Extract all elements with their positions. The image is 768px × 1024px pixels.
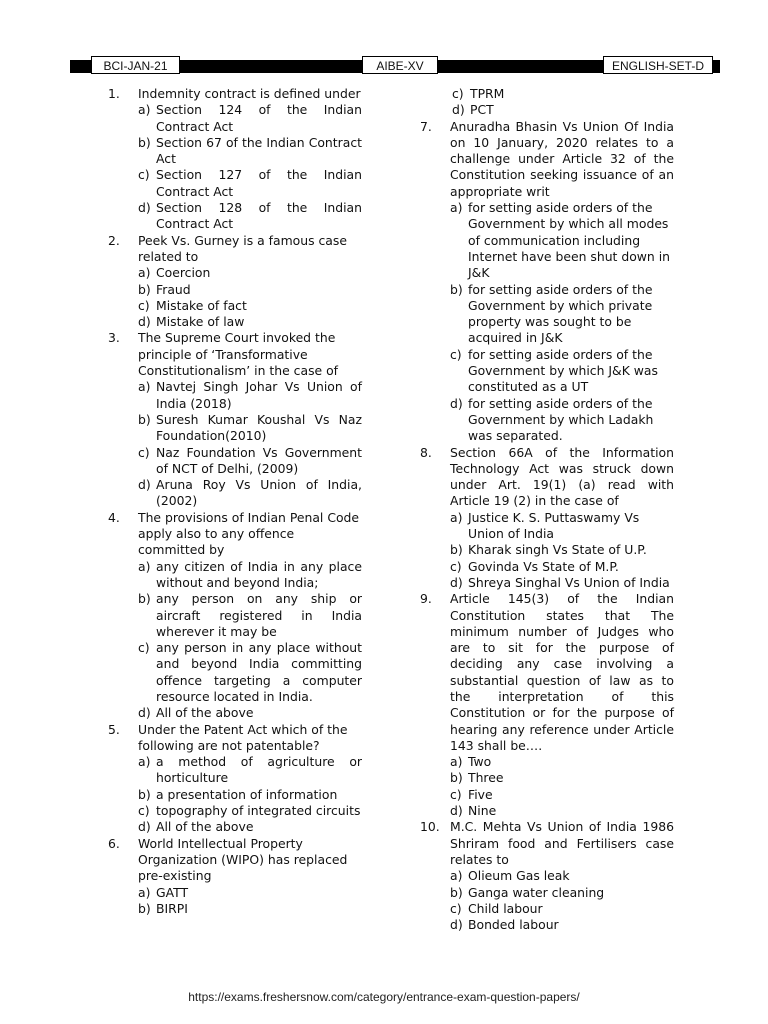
option-item xyxy=(108,379,362,412)
option-text: any person in any place without and beyond India committing offence targeting a computer resource located in India. xyxy=(156,640,362,704)
option-text: Mistake of law xyxy=(156,314,245,330)
option-label: c) xyxy=(138,640,150,656)
option-label: c) xyxy=(450,786,462,802)
question-item xyxy=(108,722,362,836)
option-text: BIRPI xyxy=(156,900,188,916)
question-row xyxy=(420,445,674,510)
question-row xyxy=(108,233,362,266)
option-item xyxy=(108,135,362,168)
option-item xyxy=(420,868,674,884)
option-label: b) xyxy=(138,591,151,607)
option-item xyxy=(420,575,674,591)
option-item xyxy=(420,347,674,396)
option-label: a) xyxy=(450,509,463,525)
footer-url[interactable]: https://exams.freshersnow.com/category/entrance-exam-question-papers/ xyxy=(188,990,580,1004)
question-text: Section 66A of the Information Technology Act was struck down under Art. 19(1) (a) read with Article 19 (2) in the case of xyxy=(450,444,674,509)
question-number: 4. xyxy=(108,509,120,525)
question-number: 9. xyxy=(420,591,432,607)
option-label: b) xyxy=(138,786,151,802)
option-text: Naz Foundation Vs Government of NCT of Delhi, (2009) xyxy=(156,444,362,476)
question-item xyxy=(108,836,362,917)
option-item xyxy=(108,754,362,787)
option-label: a) xyxy=(450,200,463,216)
question-text: Indemnity contract is defined under xyxy=(138,86,361,101)
option-item xyxy=(108,167,362,200)
question-number: 3. xyxy=(108,330,120,346)
option-item xyxy=(108,412,362,445)
option-item xyxy=(108,803,362,819)
option-item xyxy=(420,102,674,118)
option-text: Section 67 of the Indian Contract Act xyxy=(156,134,362,167)
option-item xyxy=(108,591,362,640)
option-label: b) xyxy=(138,411,151,427)
question-number: 5. xyxy=(108,721,120,737)
option-label: d) xyxy=(450,395,463,411)
option-label: d) xyxy=(450,574,463,590)
question-row xyxy=(420,591,674,754)
question-text: Under the Patent Act which of the following are not patentable? xyxy=(138,721,348,753)
option-item xyxy=(420,901,674,917)
option-text: for setting aside orders of the Government by which J&K was constituted as a UT xyxy=(468,346,658,395)
option-item xyxy=(420,803,674,819)
option-label: b) xyxy=(450,542,463,558)
option-item xyxy=(420,559,674,575)
option-label: d) xyxy=(138,200,151,216)
question-item xyxy=(420,591,674,819)
option-text: Govinda Vs State of M.P. xyxy=(468,558,619,574)
option-label: d) xyxy=(138,477,151,493)
question-item xyxy=(420,819,674,933)
question-number: 2. xyxy=(108,232,120,248)
question-item xyxy=(420,119,674,445)
option-label: a) xyxy=(138,265,151,281)
option-item xyxy=(420,86,674,102)
option-item xyxy=(108,314,362,330)
option-item xyxy=(108,200,362,233)
option-label: a) xyxy=(138,884,151,900)
option-item xyxy=(108,559,362,592)
question-number: 1. xyxy=(108,86,120,101)
option-text: for setting aside orders of the Government by which private property was sought to be acquired in J&K xyxy=(468,281,653,346)
option-label: c) xyxy=(452,86,464,101)
option-text: Child labour xyxy=(468,900,543,916)
option-label: b) xyxy=(138,900,151,916)
option-item xyxy=(420,754,674,770)
question-item xyxy=(108,510,362,722)
question-number: 6. xyxy=(108,835,120,851)
option-label: d) xyxy=(450,803,463,819)
option-text: TPRM xyxy=(470,86,505,101)
option-item xyxy=(108,265,362,281)
question-row xyxy=(108,722,362,755)
question-number: 10. xyxy=(420,819,440,835)
option-label: d) xyxy=(138,819,151,835)
option-label: c) xyxy=(138,444,150,460)
question-number: 7. xyxy=(420,118,432,134)
option-text: All of the above xyxy=(156,705,254,721)
option-item xyxy=(108,298,362,314)
right-column xyxy=(420,86,674,933)
option-label: d) xyxy=(138,705,151,721)
option-item xyxy=(108,477,362,510)
option-label: a) xyxy=(138,379,151,395)
option-label: b) xyxy=(138,134,151,150)
question-text: Anuradha Bhasin Vs Union Of India on 10 January, 2020 relates to a challenge under Article 32 of the Constitution seeking issuance of an appropriate writ xyxy=(450,118,674,199)
question-item xyxy=(108,86,362,233)
option-text: PCT xyxy=(470,102,494,118)
header-exam-code: BCI-JAN-21 xyxy=(91,56,180,74)
option-text: Justice K. S. Puttaswamy Vs Union of India xyxy=(468,509,640,542)
option-text: Section 127 of the Indian Contract Act xyxy=(156,167,362,199)
option-text: Five xyxy=(468,786,493,802)
option-label: c) xyxy=(450,558,462,574)
question-text: The Supreme Court invoked the principle of ‘Transformative Constitutionalism’ in the case of xyxy=(138,330,339,379)
question-row xyxy=(420,119,674,200)
option-item xyxy=(108,282,362,298)
option-text: Three xyxy=(468,770,504,786)
option-item xyxy=(420,787,674,803)
option-label: a) xyxy=(138,558,151,574)
option-text: Mistake of fact xyxy=(156,297,247,313)
option-item xyxy=(108,640,362,705)
question-row xyxy=(108,86,362,102)
option-item xyxy=(420,200,674,281)
option-item xyxy=(108,819,362,835)
question-text: M.C. Mehta Vs Union of India 1986 Shriram food and Fertilisers case relates to xyxy=(450,819,674,867)
question-item xyxy=(420,445,674,592)
option-text: Bonded labour xyxy=(468,917,559,933)
option-label: a) xyxy=(450,754,463,770)
option-text: Suresh Kumar Koushal Vs Naz Foundation(2010) xyxy=(156,411,362,444)
option-text: Olieum Gas leak xyxy=(468,868,570,884)
option-item xyxy=(420,770,674,786)
question-row xyxy=(420,819,674,868)
question-text: Peek Vs. Gurney is a famous case related to xyxy=(138,232,347,264)
option-item xyxy=(108,102,362,135)
option-label: b) xyxy=(138,281,151,297)
option-text: any citizen of India in any place without and beyond India; xyxy=(156,558,362,590)
question-text: Article 145(3) of the Indian Constitution states that The minimum number of Judges who are to sit for the purpose of deciding any case involving a substantial question of law as to the interpretation of this Constitution or for the purpose of hearing any reference under Article 143 shall be…. xyxy=(450,591,674,753)
option-label: c) xyxy=(450,900,462,916)
option-label: a) xyxy=(138,754,151,770)
option-label: c) xyxy=(138,297,150,313)
option-item xyxy=(420,542,674,558)
option-item xyxy=(108,705,362,721)
option-text: topography of integrated circuits xyxy=(156,803,361,819)
option-text: Two xyxy=(468,754,492,770)
carried-options xyxy=(420,86,674,119)
option-item xyxy=(420,510,674,543)
question-item xyxy=(108,233,362,331)
option-item xyxy=(420,917,674,933)
option-text: Fraud xyxy=(156,281,191,297)
option-item xyxy=(108,445,362,478)
option-item xyxy=(420,885,674,901)
option-label: c) xyxy=(138,167,150,183)
option-text: Aruna Roy Vs Union of India, (2002) xyxy=(156,477,362,509)
question-text: The provisions of Indian Penal Code apply also to any offence committed by xyxy=(138,509,360,558)
option-text: GATT xyxy=(156,884,189,900)
header-set-label: ENGLISH-SET-D xyxy=(603,56,713,74)
question-row xyxy=(108,510,362,559)
option-label: a) xyxy=(450,868,463,884)
option-label: d) xyxy=(138,314,151,330)
question-row xyxy=(108,330,362,379)
option-text: Section 128 of the Indian Contract Act xyxy=(156,200,362,232)
option-label: b) xyxy=(450,281,463,297)
option-item xyxy=(420,282,674,347)
question-number: 8. xyxy=(420,444,432,460)
option-item xyxy=(108,787,362,803)
option-text: Navtej Singh Johar Vs Union of India (2018) xyxy=(156,379,362,411)
option-text: for setting aside orders of the Government by which Ladakh was separated. xyxy=(468,395,654,444)
option-label: d) xyxy=(452,102,465,118)
option-text: All of the above xyxy=(156,819,254,835)
option-item xyxy=(108,885,362,901)
option-text: Nine xyxy=(468,803,497,819)
option-label: b) xyxy=(450,770,463,786)
header-exam-name: AIBE-XV xyxy=(362,56,438,74)
question-text: World Intellectual Property Organization (WIPO) has replaced pre-existing xyxy=(138,835,348,884)
option-text: a presentation of information xyxy=(156,786,338,802)
option-text: Section 124 of the Indian Contract Act xyxy=(156,102,362,134)
option-text: any person on any ship or aircraft registered in India wherever it may be xyxy=(156,591,362,639)
option-text: Shreya Singhal Vs Union of India xyxy=(468,574,670,590)
option-item xyxy=(420,396,674,445)
left-column xyxy=(108,86,362,917)
option-label: d) xyxy=(450,917,463,933)
question-item xyxy=(108,330,362,509)
option-label: c) xyxy=(450,346,462,362)
option-text: Kharak singh Vs State of U.P. xyxy=(468,542,647,558)
option-text: Ganga water cleaning xyxy=(468,884,605,900)
question-row xyxy=(108,836,362,885)
option-text: a method of agriculture or horticulture xyxy=(156,754,362,786)
option-item xyxy=(108,901,362,917)
option-label: b) xyxy=(450,884,463,900)
option-text: Coercion xyxy=(156,265,211,281)
option-label: c) xyxy=(138,803,150,819)
option-label: a) xyxy=(138,102,151,118)
option-text: for setting aside orders of the Government by which all modes of communication including Internet have been shut down in J&K xyxy=(468,200,671,281)
